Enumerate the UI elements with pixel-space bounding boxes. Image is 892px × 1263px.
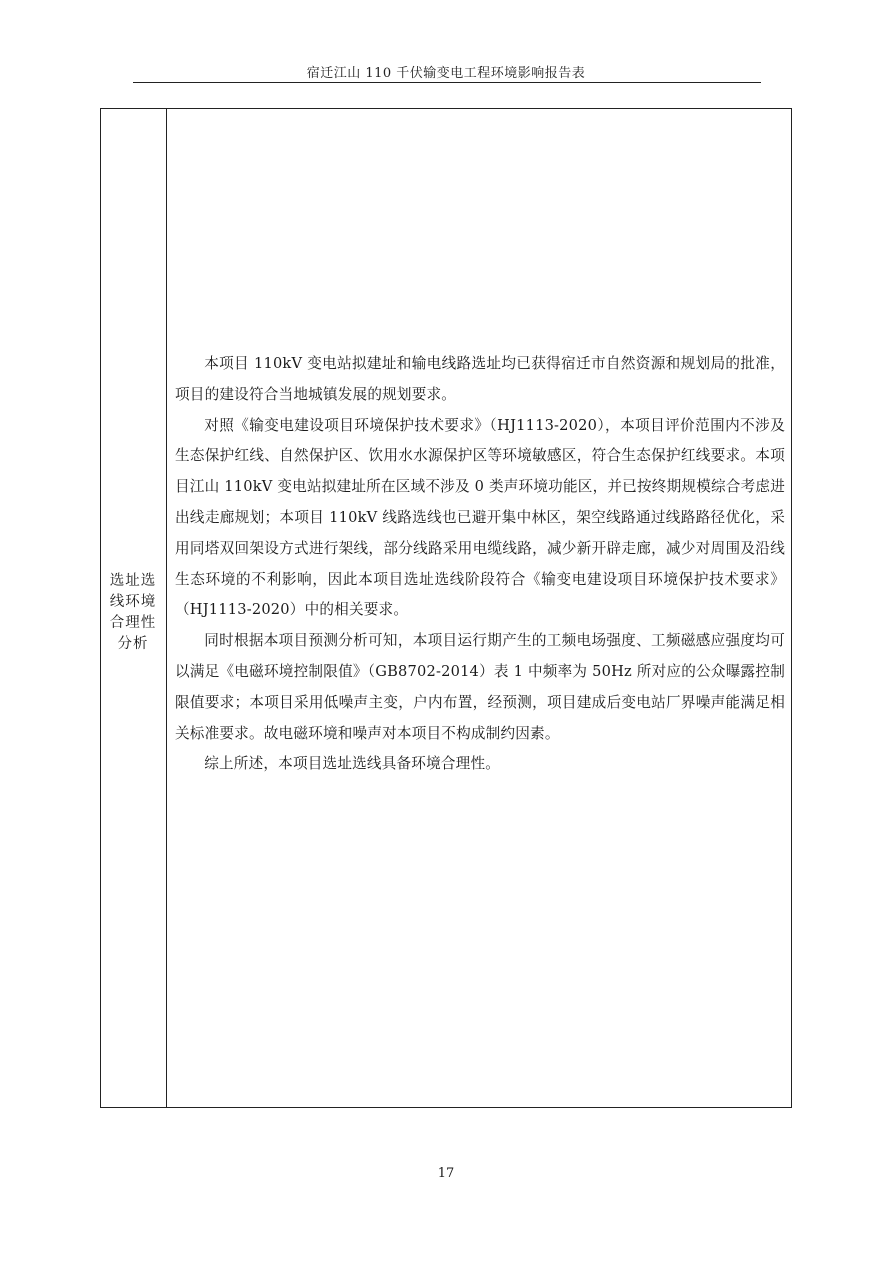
paragraph-technical-requirements: 对照《输变电建设项目环境保护技术要求》（HJ1113-2020），本项目评价范围内不涉及生态保护红线、自然保护区、饮用水水源保护区等环境敏感区，符合生态保护红线要求。本项目江山 110kV 变电站拟建址所在区域不涉及 0 类声环境功能区，并已按终期规模综合考虑进出线走廊规划；本项目 110kV 线路选线也已避开集中林区，架空线路通过线路路径优化，采用同塔双回架设方式进行架线，部分线路采用电缆线路，减少新开辟走廊，减少对周围及沿线生态环境的不利影响，因此本项目选址选线阶段符合《输变电建设项目环境保护技术要求》（HJ1113-2020）中的相关要求。 (175, 416, 785, 619)
paragraph-prediction-analysis: 同时根据本项目预测分析可知，本项目运行期产生的工频电场强度、工频磁感应强度均可以满足《电磁环境控制限值》（GB8702-2014）表 1 中频率为 50Hz 所对应的公众曝露控制限值要求；本项目采用低噪声主变，户内布置，经预测，项目建成后变电站厂界噪声能满足相关标准要求。故电磁环境和噪声对本项目不构成制约因素。 (175, 632, 785, 742)
section-label-line: 选址选 (109, 573, 157, 589)
section-label-line: 线环境 (109, 594, 157, 610)
paragraph-conclusion: 综上所述，本项目选址选线具备环境合理性。 (204, 755, 501, 773)
section-label-line: 合理性 (109, 615, 157, 631)
document-header-title: 宿迁江山 110 千伏输变电工程环境影响报告表 (306, 66, 586, 81)
header-divider (133, 82, 761, 83)
analysis-table (100, 108, 792, 1108)
section-label-line: 分析 (117, 636, 149, 652)
page-number: 17 (437, 1166, 455, 1181)
paragraph-site-approval: 本项目 110kV 变电站拟建址和输电线路选址均已获得宿迁市自然资源和规划局的批准，项目的建设符合当地城镇发展的规划要求。 (175, 355, 785, 403)
section-content-cell (175, 349, 785, 780)
section-label-cell (101, 109, 167, 1107)
section-label (101, 571, 165, 655)
